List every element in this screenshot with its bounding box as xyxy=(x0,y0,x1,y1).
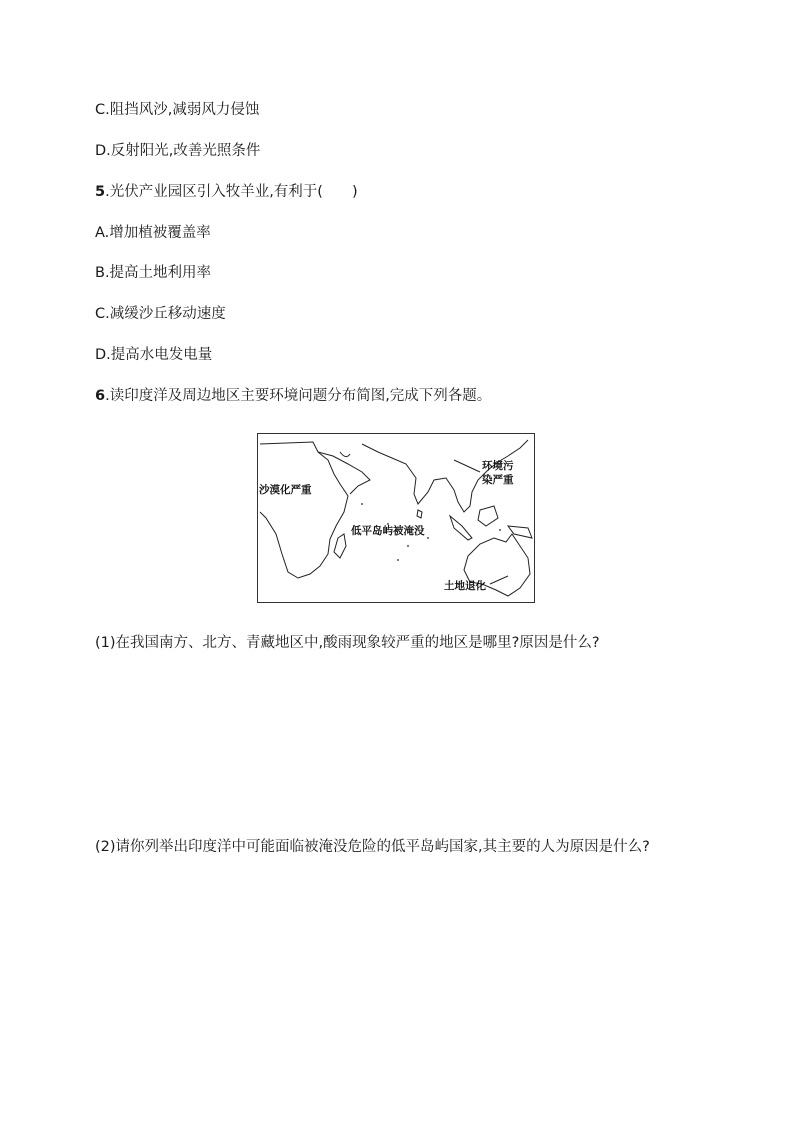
question-number: 6 xyxy=(95,388,106,404)
label-pollution-2: 染严重 xyxy=(482,474,514,486)
question-number: 5 xyxy=(95,184,106,200)
option-d: D.提高水电发电量 xyxy=(95,347,213,363)
island-dot xyxy=(427,537,429,539)
option-c-prev: C.阻挡风沙,减弱风力侵蚀 xyxy=(95,102,260,118)
borneo xyxy=(478,506,498,526)
island-dot xyxy=(397,559,399,561)
option-a: A.增加植被覆盖率 xyxy=(95,225,211,241)
pollution-pointer xyxy=(454,460,480,472)
sub-question-2: (2)请你列举出印度洋中可能面临被淹没危险的低平岛屿国家,其主要的人为原因是什么? xyxy=(95,839,650,855)
land-pointer xyxy=(490,576,508,584)
option-c: C.减缓沙丘移动速度 xyxy=(95,306,226,322)
new-guinea xyxy=(508,526,532,538)
question-text: .读印度洋及周边地区主要环境问题分布简图,完成下列各题。 xyxy=(105,388,492,404)
sri-lanka xyxy=(417,510,422,518)
option-d-prev: D.反射阳光,改善光照条件 xyxy=(95,143,261,159)
sub-question-1: (1)在我国南方、北方、青藏地区中,酸雨现象较严重的地区是哪里?原因是什么? xyxy=(95,635,600,651)
label-pollution-1: 环境污 xyxy=(482,460,514,472)
island-dot xyxy=(499,529,501,531)
africa-coastline xyxy=(260,442,348,578)
question-text: .光伏产业园区引入牧羊业,有利于( ) xyxy=(105,184,358,200)
option-b: B.提高土地利用率 xyxy=(95,265,212,281)
island-dot xyxy=(361,503,363,505)
question-6-stem xyxy=(95,386,491,406)
indian-ocean-map xyxy=(257,433,535,603)
label-land-degradation: 土地退化 xyxy=(444,580,486,592)
island-dot xyxy=(407,545,409,547)
question-5-stem xyxy=(95,182,358,202)
madagascar xyxy=(334,534,346,558)
small-curve xyxy=(340,452,350,457)
sumatra xyxy=(450,516,472,540)
label-islands-flooded: 低平岛屿被淹没 xyxy=(351,525,425,537)
label-desertification: 沙漠化严重 xyxy=(259,484,312,496)
